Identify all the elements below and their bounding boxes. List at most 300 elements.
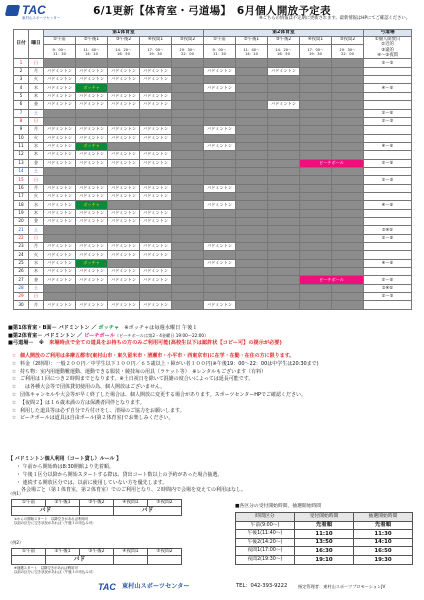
star-icon: ☆ — [11, 407, 17, 414]
dow-cell: 金 — [29, 217, 44, 225]
dow-cell: 木 — [29, 209, 44, 217]
dow-cell: 日 — [29, 293, 44, 301]
closed-cell — [172, 226, 204, 234]
closed-cell — [108, 117, 140, 125]
closed-cell — [76, 234, 108, 242]
day-cell: 24 — [14, 251, 29, 259]
closed-cell — [268, 159, 300, 167]
closed-cell — [76, 293, 108, 301]
kyudo-cell — [364, 167, 412, 175]
activity-cell: バドミントン — [108, 159, 140, 167]
closed-cell — [300, 234, 332, 242]
closed-cell — [172, 126, 204, 134]
page-title: 6/1更新【体育室・弓道場】 6月個人開放予定表 — [93, 5, 331, 17]
note-item: ☆ は各種大会等で団体貸切使用の為、個人開放はございません。 — [8, 385, 420, 393]
slot-header: ③午後2 — [108, 37, 140, 45]
activity-cell: バドミントン — [108, 192, 140, 200]
example-slot: ③午後2 — [80, 500, 114, 507]
day-cell: 28 — [14, 284, 29, 292]
closed-cell — [204, 59, 236, 67]
note-item: ☆ 【夜間２】は１６歳未満の方は保護者同伴となります。 — [8, 401, 420, 409]
table-row — [14, 209, 412, 217]
dow-cell: 水 — [29, 142, 44, 150]
closed-cell — [108, 142, 140, 150]
closed-cell — [204, 134, 236, 142]
closed-cell — [332, 217, 364, 225]
dow-cell: 日 — [29, 117, 44, 125]
activity-cell: バドミントン — [44, 184, 76, 192]
closed-cell — [332, 192, 364, 200]
activity-cell: バドミントン — [140, 101, 172, 109]
closed-cell — [332, 268, 364, 276]
dow-cell: 土 — [29, 284, 44, 292]
closed-cell — [332, 251, 364, 259]
closed-cell — [204, 226, 236, 234]
closed-cell — [332, 234, 364, 242]
closed-cell — [332, 301, 364, 309]
slot-header: ④夜間1 — [140, 37, 172, 45]
activity-cell: バドミントン — [44, 301, 76, 309]
closed-cell — [300, 284, 332, 292]
kyudo-cell — [364, 92, 412, 100]
dow-cell: 金 — [29, 101, 44, 109]
day-cell: 11 — [14, 142, 29, 150]
closed-cell — [204, 234, 236, 242]
table-row — [14, 301, 412, 309]
closed-cell — [236, 293, 268, 301]
closed-cell — [300, 126, 332, 134]
closed-cell — [268, 209, 300, 217]
table-row — [14, 59, 412, 67]
activity-cell: バドミントン — [204, 84, 236, 92]
closed-cell — [332, 293, 364, 301]
reception-times-table — [235, 512, 413, 565]
dow-cell: 土 — [29, 226, 44, 234]
table-row: 夜間1(17:00～) 16:30 16:50 — [236, 547, 413, 556]
example-1-label: （例1） — [8, 491, 24, 496]
slot-header: ②午後1 — [76, 37, 108, 45]
closed-cell — [172, 243, 204, 251]
kyudo-cell — [364, 243, 412, 251]
activity-cell: バドミントン — [44, 243, 76, 251]
activity-cell: バドミントン — [44, 268, 76, 276]
table-row — [14, 126, 412, 134]
closed-cell — [108, 259, 140, 267]
star-icon: ☆ — [11, 384, 17, 391]
rule-item: ・ 連続する開放区分では、以前に使用していない方を優先します。 — [16, 479, 168, 486]
dow-cell: 月 — [29, 243, 44, 251]
closed-cell — [268, 284, 300, 292]
times-header: 時間区分 — [236, 513, 295, 522]
closed-cell — [332, 226, 364, 234]
dow-cell: 日 — [29, 176, 44, 184]
closed-cell — [204, 76, 236, 84]
activity-cell: バドミントン — [76, 126, 108, 134]
example-1 — [8, 492, 218, 526]
closed-cell — [44, 226, 76, 234]
day-cell: 1 — [14, 59, 29, 67]
activity-cell: バドミントン — [140, 126, 172, 134]
closed-cell — [236, 226, 268, 234]
kyudo-cell: ①～⑤ — [364, 276, 412, 284]
closed-cell — [236, 84, 268, 92]
day-cell: 20 — [14, 217, 29, 225]
closed-cell — [236, 243, 268, 251]
slot-header: ①午前 — [44, 37, 76, 45]
activity-cell: バドミントン — [44, 159, 76, 167]
star-icon: ☆ — [11, 368, 17, 375]
example-slot: ①午前 — [12, 549, 46, 556]
activity-cell: バドミントン — [108, 184, 140, 192]
closed-cell — [108, 234, 140, 242]
closed-cell — [332, 126, 364, 134]
activity-cell: バドミントン — [44, 217, 76, 225]
closed-cell — [268, 117, 300, 125]
activity-cell: バドミントン — [204, 184, 236, 192]
slot-time: 14：20～ 16：50 — [268, 45, 300, 59]
closed-cell — [44, 234, 76, 242]
closed-cell — [204, 176, 236, 184]
closed-cell — [204, 192, 236, 200]
activity-cell: バドミントン — [76, 217, 108, 225]
closed-cell — [172, 259, 204, 267]
table-row: 夜間2(19:30～) 19:10 19:30 — [236, 555, 413, 564]
table-row — [14, 151, 412, 159]
closed-cell — [204, 293, 236, 301]
example-bad-cell: バド — [46, 556, 114, 565]
day-cell: 13 — [14, 159, 29, 167]
header — [0, 0, 424, 28]
closed-cell — [236, 234, 268, 242]
footer-center-name: 東村山スポーツセンター — [122, 583, 190, 590]
activity-cell: バドミントン — [108, 268, 140, 276]
activity-cell: バドミントン — [76, 76, 108, 84]
logo-text: TAC — [22, 3, 46, 17]
kyudo-header: 弓道場 — [364, 30, 412, 37]
activity-cell: バドミントン — [268, 67, 300, 75]
closed-cell — [172, 301, 204, 309]
closed-cell — [172, 284, 204, 292]
dow-cell: 火 — [29, 134, 44, 142]
closed-cell — [300, 184, 332, 192]
example-slot: ②午後1 — [46, 549, 80, 556]
closed-cell — [300, 101, 332, 109]
kyudo-legend: ①個人開放日 ②近的 ③遠的 ④～⑤夜間 — [364, 37, 412, 59]
table-row — [14, 109, 412, 117]
closed-cell — [332, 151, 364, 159]
closed-cell — [44, 59, 76, 67]
closed-cell — [268, 176, 300, 184]
activity-cell: バドミントン — [76, 243, 108, 251]
star-icon: ☆ — [11, 360, 17, 367]
closed-cell — [172, 192, 204, 200]
kyudo-cell: ①～⑤ — [364, 159, 412, 167]
closed-cell — [108, 226, 140, 234]
closed-cell — [140, 84, 172, 92]
table-row — [14, 276, 412, 284]
closed-cell — [204, 251, 236, 259]
closed-cell — [300, 293, 332, 301]
activity-cell: バドミントン — [76, 184, 108, 192]
gym2-header: 第2体育室 — [204, 30, 364, 37]
closed-cell — [268, 109, 300, 117]
closed-cell — [300, 176, 332, 184]
activity-cell: バドミントン — [140, 151, 172, 159]
kyudo-cell — [364, 134, 412, 142]
kyudo-cell — [364, 301, 412, 309]
closed-cell — [332, 109, 364, 117]
table-row — [14, 167, 412, 175]
closed-cell — [268, 92, 300, 100]
slot-time: 9：00～ 11：30 — [204, 45, 236, 59]
activity-cell: ボッチャ — [76, 142, 108, 150]
activity-cell: バドミントン — [44, 251, 76, 259]
dow-cell: 水 — [29, 201, 44, 209]
activity-cell: ビーチボール — [300, 276, 364, 284]
closed-cell — [236, 159, 268, 167]
day-cell: 22 — [14, 234, 29, 242]
closed-cell — [108, 284, 140, 292]
closed-cell — [268, 226, 300, 234]
activity-cell: バドミントン — [44, 142, 76, 150]
closed-cell — [236, 176, 268, 184]
closed-cell — [268, 301, 300, 309]
day-cell: 26 — [14, 268, 29, 276]
dow-cell: 火 — [29, 76, 44, 84]
slot-header: ①午前 — [204, 37, 236, 45]
day-cell: 18 — [14, 201, 29, 209]
closed-cell — [140, 201, 172, 209]
closed-cell — [268, 268, 300, 276]
kyudo-cell — [364, 192, 412, 200]
closed-cell — [172, 234, 204, 242]
slot-header: ④夜間1 — [300, 37, 332, 45]
footer — [0, 580, 424, 596]
closed-cell — [268, 293, 300, 301]
activity-cell: バドミントン — [44, 134, 76, 142]
dow-cell: 日 — [29, 59, 44, 67]
kyudo-cell — [364, 251, 412, 259]
closed-cell — [268, 167, 300, 175]
closed-cell — [236, 201, 268, 209]
table-row — [14, 92, 412, 100]
reception-times-title: ■各区分の受付開始時間、抽選開始時間 — [235, 504, 322, 509]
day-cell: 3 — [14, 76, 29, 84]
activity-cell: バドミントン — [44, 209, 76, 217]
closed-cell — [332, 184, 364, 192]
times-header: 抽選開始時間 — [354, 513, 413, 522]
kyudo-cell — [364, 101, 412, 109]
star-icon: ☆ — [11, 415, 17, 422]
star-icon: ☆ — [11, 376, 17, 383]
closed-cell — [236, 301, 268, 309]
kyudo-cell — [364, 151, 412, 159]
closed-cell — [236, 67, 268, 75]
day-cell: 14 — [14, 167, 29, 175]
closed-cell — [332, 167, 364, 175]
closed-cell — [140, 142, 172, 150]
closed-cell — [44, 167, 76, 175]
note-item: ☆ ビーチボールは道具は自由ボール(第２体育室)でお楽しみください。 — [8, 416, 420, 424]
kyudo-cell — [364, 209, 412, 217]
note-item: ☆ ご利用は１回につき２時間までとなります。※土日祝日を除いて混雑の度合いによっては延長可能です。 — [8, 377, 420, 385]
kyudo-cell: ①～③ — [364, 59, 412, 67]
example-slot: ⑤夜間2 — [148, 500, 182, 507]
activity-cell: バドミントン — [108, 67, 140, 75]
day-cell: 19 — [14, 209, 29, 217]
activity-cell: バドミントン — [204, 259, 236, 267]
legend-kyudo: ■弓道場－ ※ 来場時点で全ての道具をお持ちの方のみご利用可能(高校生以下は認許状【コピー可】の提示が必要) — [8, 340, 282, 346]
closed-cell — [172, 293, 204, 301]
activity-cell: バドミントン — [140, 268, 172, 276]
activity-cell: バドミントン — [204, 126, 236, 134]
closed-cell — [300, 59, 332, 67]
closed-cell — [236, 268, 268, 276]
closed-cell — [268, 59, 300, 67]
closed-cell — [300, 259, 332, 267]
note-item: ☆ 利用した道具等は必ず自分で片付けをし、清掃のご協力をお願いします。 — [8, 409, 420, 417]
closed-cell — [236, 142, 268, 150]
example-slot: ⑤夜間2 — [148, 549, 182, 556]
star-icon: ☆ — [11, 353, 17, 359]
example-2 — [8, 541, 218, 575]
day-cell: 4 — [14, 84, 29, 92]
closed-cell — [300, 134, 332, 142]
closed-cell — [236, 109, 268, 117]
closed-cell — [140, 234, 172, 242]
activity-cell: バドミントン — [140, 209, 172, 217]
closed-cell — [44, 109, 76, 117]
rule-item: 各会場ごと（第１体育室，第２体育室）でのご利用となり、２時間内で会場を変えての利用はなし。 — [16, 487, 247, 494]
activity-cell: バドミントン — [44, 101, 76, 109]
closed-cell — [76, 167, 108, 175]
closed-cell — [204, 92, 236, 100]
closed-cell — [268, 134, 300, 142]
activity-cell: バドミントン — [44, 84, 76, 92]
activity-cell: バドミントン — [204, 243, 236, 251]
activity-cell: バドミントン — [44, 192, 76, 200]
closed-cell — [236, 126, 268, 134]
activity-cell: バドミントン — [76, 92, 108, 100]
closed-cell — [204, 276, 236, 284]
closed-cell — [268, 84, 300, 92]
closed-cell — [332, 84, 364, 92]
closed-cell — [44, 284, 76, 292]
closed-cell — [300, 167, 332, 175]
day-cell: 12 — [14, 151, 29, 159]
closed-cell — [140, 59, 172, 67]
activity-cell: バドミントン — [108, 92, 140, 100]
activity-cell: バドミントン — [44, 76, 76, 84]
closed-cell — [140, 176, 172, 184]
closed-cell — [172, 176, 204, 184]
closed-cell — [236, 59, 268, 67]
table-row — [14, 226, 412, 234]
legend — [8, 326, 418, 349]
slot-time: 11：40～ 14：10 — [236, 45, 268, 59]
activity-cell: ボッチャ — [76, 201, 108, 209]
dow-cell: 土 — [29, 167, 44, 175]
closed-cell — [268, 243, 300, 251]
activity-cell: バドミントン — [44, 276, 76, 284]
day-cell: 27 — [14, 276, 29, 284]
reception-times — [235, 504, 413, 565]
example-1-table — [11, 499, 182, 516]
closed-cell — [140, 117, 172, 125]
closed-cell — [332, 92, 364, 100]
kyudo-cell — [364, 76, 412, 84]
closed-cell — [300, 67, 332, 75]
table-row — [14, 268, 412, 276]
closed-cell — [108, 59, 140, 67]
closed-cell — [76, 226, 108, 234]
slot-header: ⑤夜間2 — [332, 37, 364, 45]
col-day-header: 日付 — [14, 30, 29, 59]
activity-cell: バドミントン — [44, 92, 76, 100]
activity-cell: バドミントン — [140, 92, 172, 100]
closed-cell — [332, 209, 364, 217]
logo-subtitle: 東村山スポーツセンター — [22, 16, 61, 20]
closed-cell — [332, 134, 364, 142]
closed-cell — [108, 167, 140, 175]
activity-cell: バドミントン — [44, 126, 76, 134]
day-cell: 16 — [14, 184, 29, 192]
dow-cell: 月 — [29, 67, 44, 75]
closed-cell — [268, 217, 300, 225]
closed-cell — [172, 117, 204, 125]
closed-cell — [268, 142, 300, 150]
closed-cell — [300, 268, 332, 276]
closed-cell — [172, 101, 204, 109]
closed-cell — [300, 192, 332, 200]
table-row — [14, 192, 412, 200]
activity-cell: バドミントン — [268, 101, 300, 109]
table-row — [14, 76, 412, 84]
closed-cell — [172, 142, 204, 150]
day-cell: 23 — [14, 243, 29, 251]
kyudo-cell: ④～⑤ — [364, 84, 412, 92]
activity-cell: バドミントン — [44, 151, 76, 159]
activity-cell: バドミントン — [76, 301, 108, 309]
closed-cell — [76, 59, 108, 67]
rule-item: ・ 午前から開始時は8:30開館より先着順。 — [16, 464, 114, 470]
day-cell: 5 — [14, 92, 29, 100]
slot-time: 11：40～ 14：10 — [76, 45, 108, 59]
example-bad-cell: バド — [114, 507, 182, 516]
kyudo-cell — [364, 67, 412, 75]
activity-cell: バドミントン — [44, 201, 76, 209]
closed-cell — [300, 209, 332, 217]
activity-cell: バドミントン — [108, 209, 140, 217]
day-cell: 8 — [14, 117, 29, 125]
activity-cell: バドミントン — [44, 67, 76, 75]
closed-cell — [236, 134, 268, 142]
day-cell: 30 — [14, 301, 29, 309]
closed-cell — [332, 117, 364, 125]
closed-cell — [108, 84, 140, 92]
activity-cell: バドミントン — [108, 301, 140, 309]
dow-cell: 火 — [29, 192, 44, 200]
closed-cell — [108, 176, 140, 184]
activity-cell: バドミントン — [140, 243, 172, 251]
activity-cell: バドミントン — [140, 301, 172, 309]
note-item: ☆ 団体キャンセルや大会等が早く終了した場合は、個人開放に変更する場合があります。スポーツセンターHPでご確認ください。 — [8, 393, 420, 401]
activity-cell: バドミントン — [108, 276, 140, 284]
closed-cell — [140, 226, 172, 234]
closed-cell — [172, 251, 204, 259]
activity-cell: バドミントン — [76, 151, 108, 159]
closed-cell — [204, 209, 236, 217]
